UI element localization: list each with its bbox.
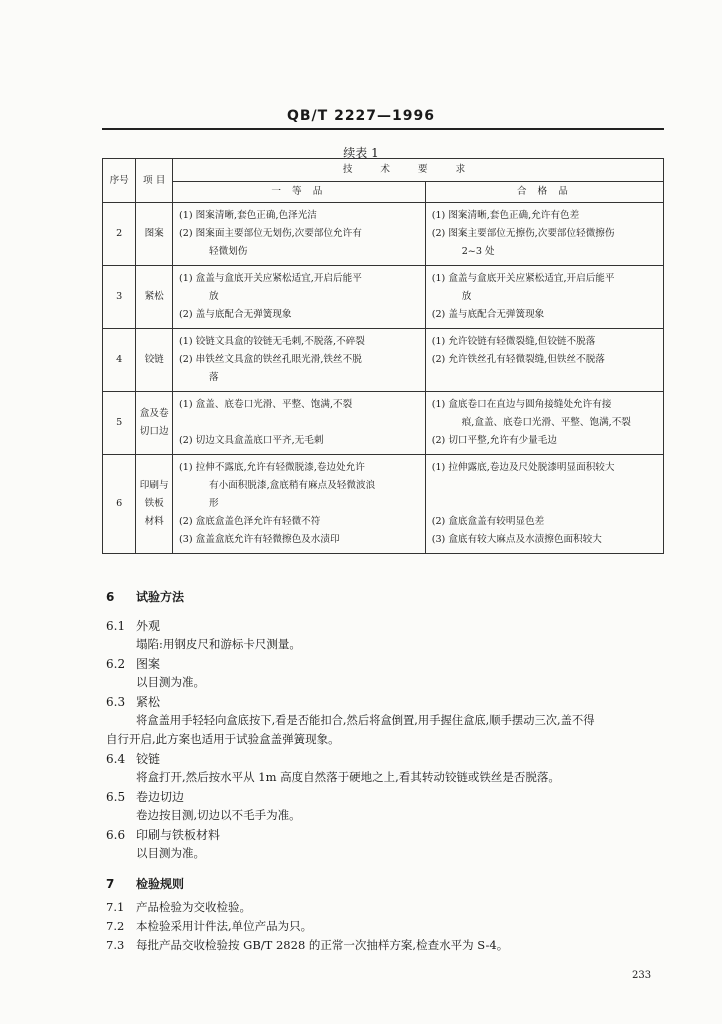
requirement-line: (2) 盖与底配合无弹簧现象	[179, 309, 292, 320]
requirement-line: (2) 允许铁丝孔有轻微裂缝,但铁丝不脱落	[431, 354, 605, 365]
section-6-2-heading: 6.2 图案	[106, 657, 161, 671]
requirement-line: 痕,盒盖、底卷口光滑、平整、饱满,不裂	[461, 417, 631, 428]
row-item-line: 印刷与	[139, 480, 169, 491]
requirement-line: (2) 图案面主要部位无划伤,次要部位允许有	[179, 228, 362, 239]
table-row	[103, 455, 664, 554]
requirement-line: (1) 图案清晰,套色正确,色泽光洁	[179, 210, 317, 221]
requirement-line: (2) 切边文具盒盖底口平齐,无毛刺	[179, 435, 324, 446]
table-row	[103, 329, 664, 392]
requirement-line: (1) 铰链文具盒的铰链无毛刺,不脱落,不碎裂	[179, 336, 365, 347]
col-header-tech: 技术要求	[173, 159, 664, 182]
requirement-line: (1) 盒盖、底卷口光滑、平整、饱满,不裂	[179, 399, 353, 410]
requirement-line	[179, 414, 421, 432]
row-item-line: 铰链	[144, 354, 164, 365]
requirement-line: 轻微划伤	[209, 246, 248, 257]
section-7-2: 7.2 本检验采用计件法,单位产品为只。	[106, 919, 313, 933]
page-number: 233	[632, 970, 652, 981]
section-7-1: 7.1 产品检验为交收检验。	[106, 900, 251, 914]
requirement-line: (2) 串铁丝文具盒的铁丝孔眼光滑,铁丝不脱	[179, 354, 362, 365]
row-number: 5	[103, 392, 136, 455]
section-6-1-text: 塌陷:用钢皮尺和游标卡尺测量。	[136, 637, 301, 651]
col-header-first: 一 等 品	[173, 182, 426, 203]
qualified-cell	[425, 392, 663, 455]
section-6-4-heading: 6.4 铰链	[106, 752, 161, 766]
requirement-line: 落	[209, 372, 219, 383]
row-item-line: 材料	[144, 516, 164, 527]
first-grade-cell	[173, 266, 426, 329]
requirement-line: (1) 盒底卷口在直边与圆角接缝处允许有接	[431, 399, 612, 410]
requirement-line: (2) 图案主要部位无擦伤,次要部位轻微擦伤	[431, 228, 615, 239]
first-grade-cell	[173, 392, 426, 455]
row-number: 6	[103, 455, 136, 554]
row-item-line: 紧松	[144, 291, 164, 302]
standard-number: QB/T 2227—1996	[286, 108, 436, 124]
qualified-cell	[425, 203, 663, 266]
row-item-line: 盒及卷	[139, 408, 169, 419]
table-row	[103, 203, 664, 266]
requirement-line: (2) 盖与底配合无弹簧现象	[431, 309, 545, 320]
requirement-line: 形	[209, 498, 219, 509]
qualified-cell	[425, 266, 663, 329]
first-grade-cell	[173, 203, 426, 266]
qualified-cell	[425, 329, 663, 392]
row-item-line: 铁板	[144, 498, 164, 509]
row-item	[136, 455, 173, 554]
section-6-6-text: 以目测为准。	[136, 846, 205, 860]
row-item-line: 切口边	[139, 426, 169, 437]
section-7-heading: 7 检验规则	[106, 877, 185, 891]
spec-table	[102, 158, 664, 554]
col-header-qualified: 合 格 品	[425, 182, 663, 203]
requirement-line	[432, 477, 659, 495]
section-6-heading: 6 试验方法	[106, 590, 185, 604]
requirement-line	[432, 495, 659, 513]
row-number: 4	[103, 329, 136, 392]
row-number: 3	[103, 266, 136, 329]
section-7-3: 7.3 每批产品交收检验按 GB/T 2828 的正常一次抽样方案,检查水平为 S-4。	[106, 938, 509, 952]
section-6-5-text: 卷边按目测,切边以不毛手为准。	[136, 808, 301, 822]
requirement-line: (2) 盒底盒盖有较明显色差	[431, 516, 545, 527]
requirement-line: (2) 盒底盒盖色泽允许有轻微不符	[179, 516, 321, 527]
section-6-2-text: 以目测为准。	[136, 675, 205, 689]
requirement-line: (3) 盒盖盒底允许有轻微擦色及水渍印	[179, 534, 340, 545]
section-6-5-heading: 6.5 卷边切边	[106, 790, 185, 804]
row-item-line: 图案	[144, 228, 164, 239]
requirement-line: (1) 图案清晰,套色正确,允许有色差	[431, 210, 580, 221]
requirement-line: 放	[461, 291, 472, 302]
col-header-no: 序号	[103, 159, 136, 203]
requirement-line: 放	[209, 291, 219, 302]
first-grade-cell	[173, 329, 426, 392]
qualified-cell	[425, 455, 663, 554]
col-header-item: 项 目	[136, 159, 173, 203]
section-6-4-text: 将盒打开,然后按水平从 1m 高度自然落于硬地之上,看其转动铰链或铁丝是否脱落。	[136, 770, 560, 784]
header-rule	[102, 128, 664, 130]
requirement-line: (1) 允许铰链有轻微裂缝,但铰链不脱落	[431, 336, 596, 347]
row-item	[136, 266, 173, 329]
first-grade-cell	[173, 455, 426, 554]
requirement-line: (1) 拉伸露底,卷边及尺处脱漆明显面积较大	[431, 462, 615, 473]
section-6-3-text-1: 将盒盖用手轻轻向盒底按下,看是否能扣合,然后将盒倒置,用手握住盒底,顺手摆动三次,盖不得	[136, 714, 595, 727]
requirement-line: (1) 盒盖与盒底开关应紧松适宜,开启后能平	[179, 273, 362, 284]
table-row	[103, 266, 664, 329]
table-row	[103, 392, 664, 455]
row-item	[136, 329, 173, 392]
requirement-line: (2) 切口平整,允许有少量毛边	[431, 435, 557, 446]
section-6-6-heading: 6.6 印刷与铁板材料	[106, 828, 221, 842]
requirement-line: 2~3 处	[461, 246, 495, 257]
section-6-1-heading: 6.1 外观	[106, 619, 161, 633]
requirement-line: 有小面积脱漆,盒底稍有麻点及轻微波浪	[209, 480, 376, 491]
section-6-3-text-2: 自行开启,此方案也适用于试验盒盖弹簧现象。	[106, 732, 340, 746]
row-number: 2	[103, 203, 136, 266]
section-6-3-heading: 6.3 紧松	[106, 695, 161, 709]
requirement-line: (1) 拉伸不露底,允许有轻微脱漆,卷边处允许	[179, 462, 365, 473]
requirement-line: (3) 盒底有较大麻点及水渍擦色面积较大	[431, 534, 602, 545]
row-item	[136, 392, 173, 455]
row-item	[136, 203, 173, 266]
requirement-line: (1) 盒盖与盒底开关应紧松适宜,开启后能平	[431, 273, 615, 284]
table-caption: 续表 1	[343, 146, 379, 160]
